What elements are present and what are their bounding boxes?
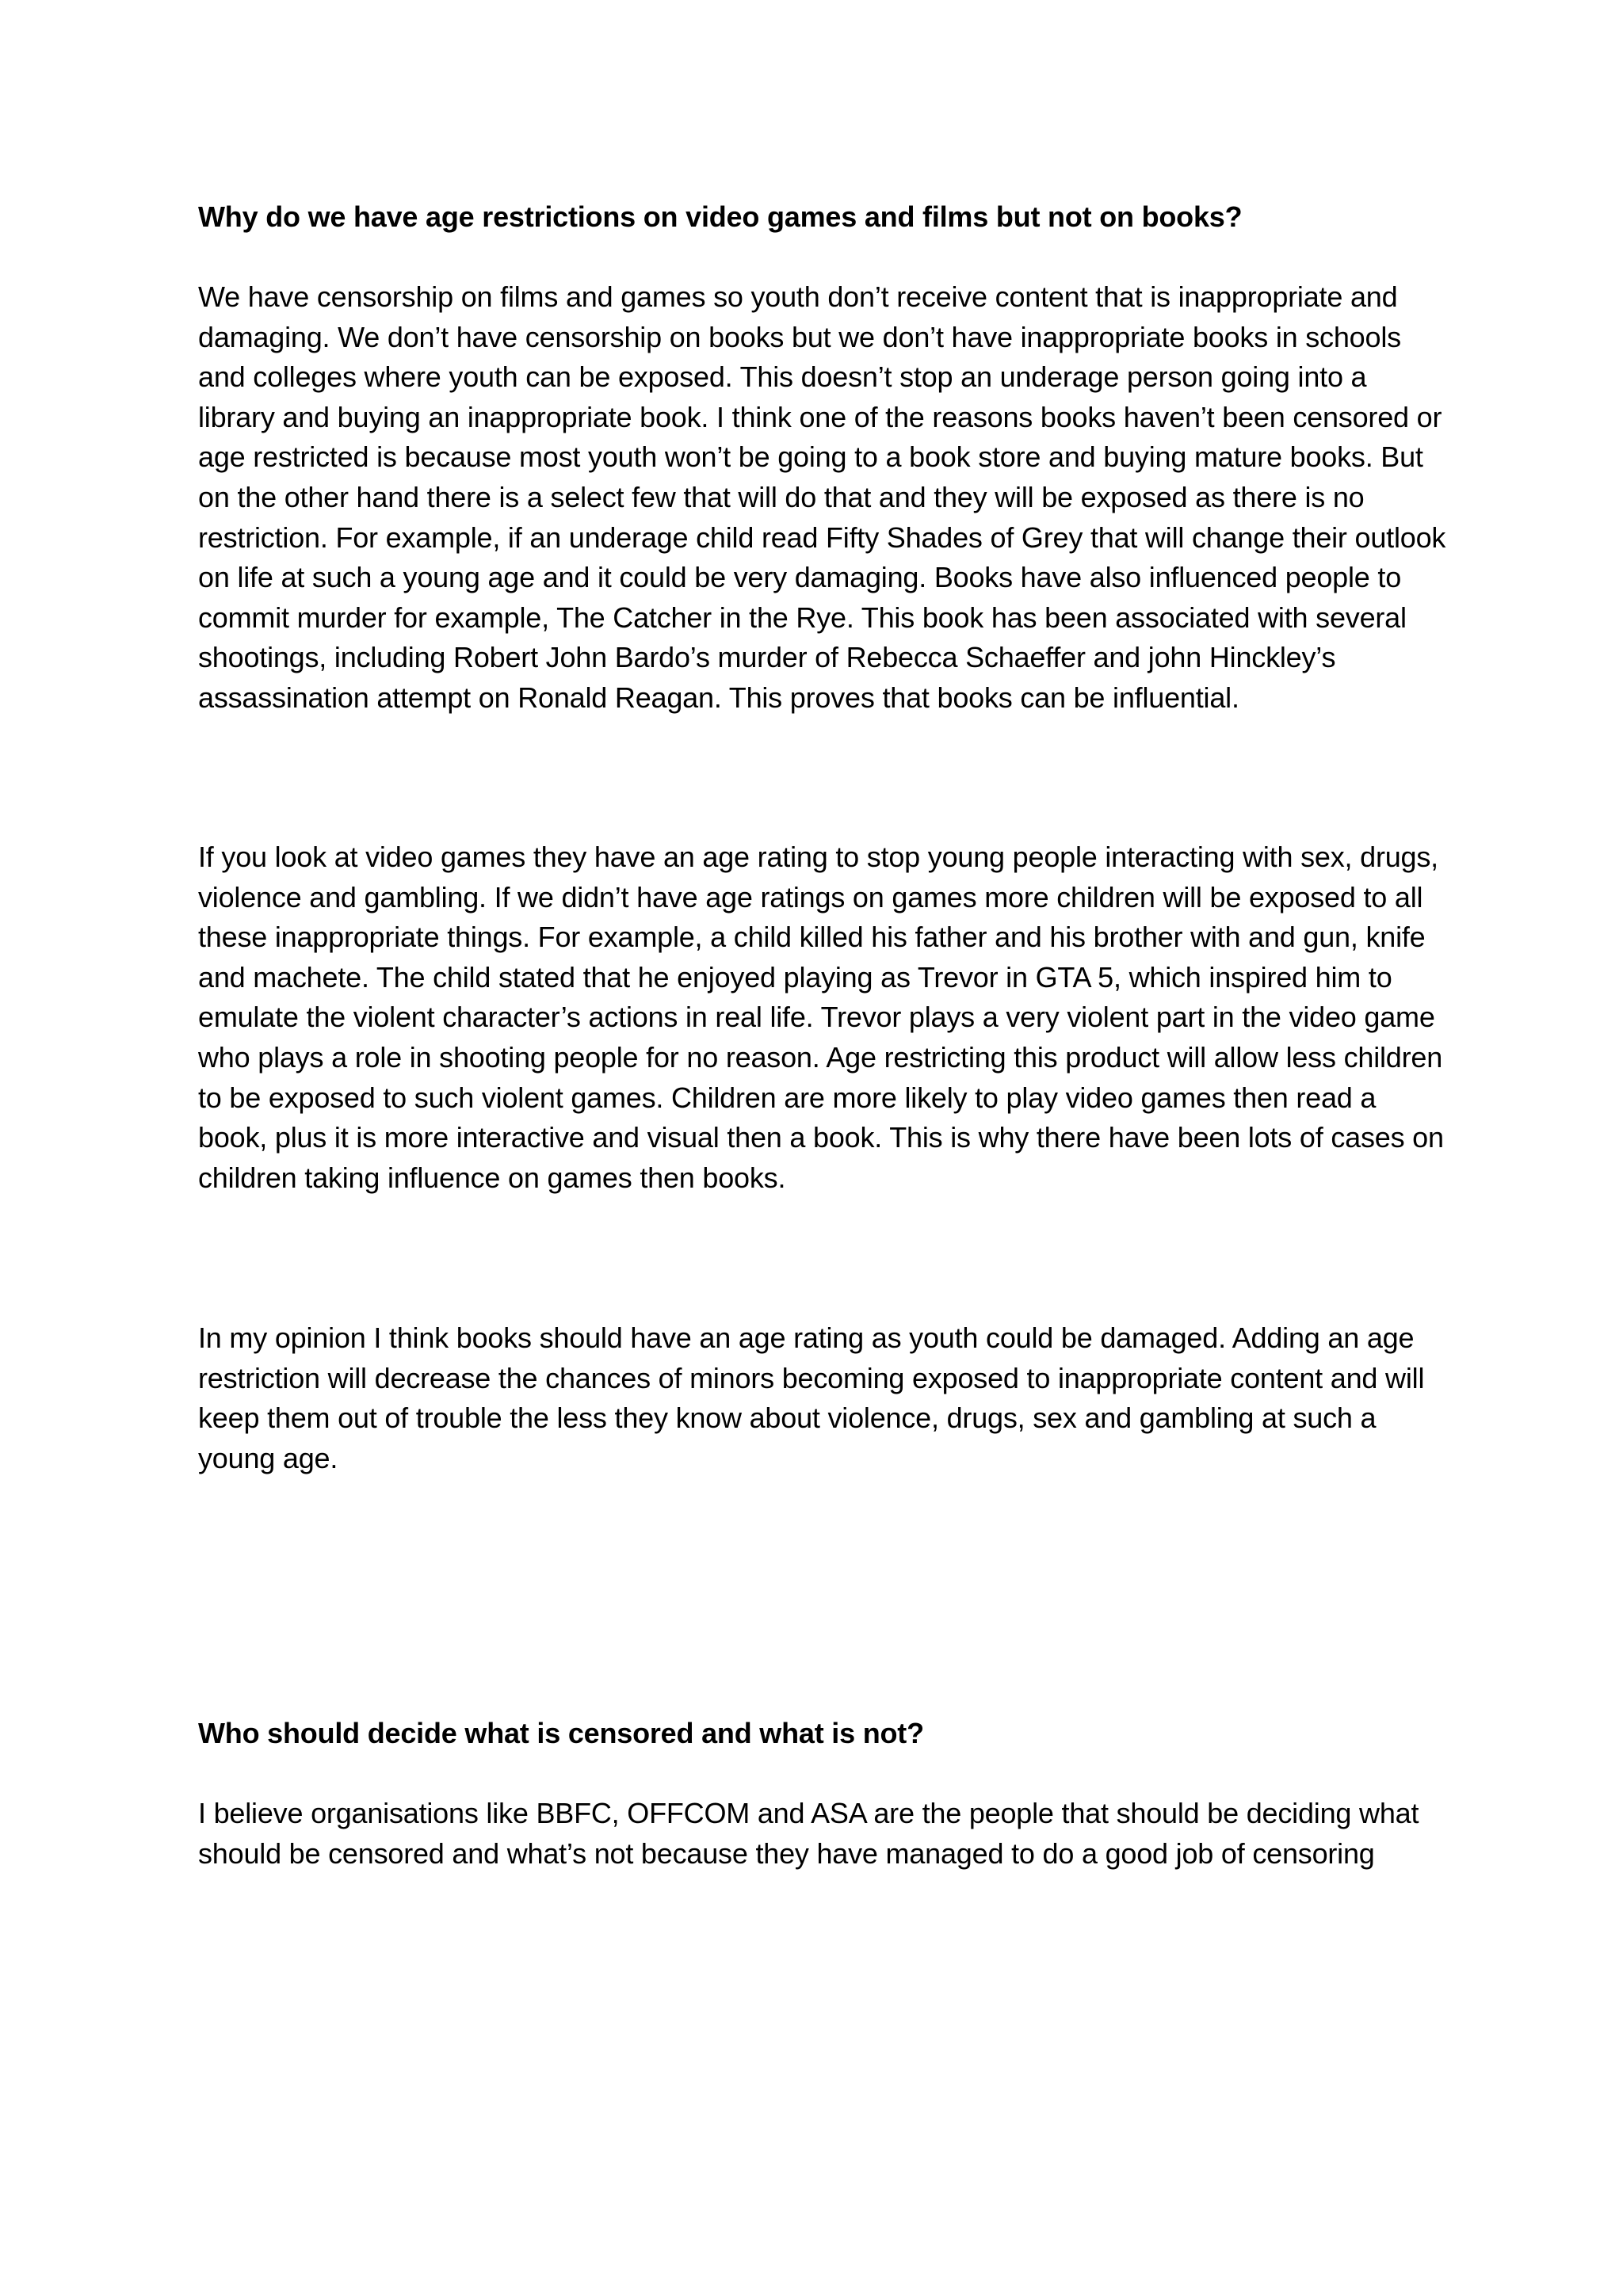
paragraph-organisations: I believe organisations like BBFC, OFFCOM and ASA are the people that should be deciding what should be censored and what’s not because they have managed to do a good job of censoring [198, 1797, 1419, 1870]
heading-age-restrictions: Why do we have age restrictions on video games and films but not on books? [198, 200, 1243, 233]
paragraph-opinion: In my opinion I think books should have an age rating as youth could be damaged. Adding an age restriction will decrease the chances of minors becoming exposed to inappropriate content and will keep them out of trouble the less they know about violence, drugs, sex and gambling at such a young age. [198, 1322, 1425, 1474]
paragraph-books-censorship: We have censorship on films and games so youth don’t receive content that is inappropriate and damaging. We don’t have censorship on books but we don’t have inappropriate books in schools and colleges where youth can be exposed. This doesn’t stop an underage person going into a library and buying an inappropriate book. I think one of the reasons books haven’t been censored or age restricted is because most youth won’t be going to a book store and buying mature books. But on the other hand there is a select few that will do that and they will be exposed as there is no restriction. For example, if an underage child read Fifty Shades of Grey that will change their outlook on life at such a young age and it could be very damaging. Books have also influenced people to commit murder for example, The Catcher in the Rye. This book has been associated with several shootings, including Robert John Bardo’s murder of Rebecca Schaeffer and john Hinckley’s assassination attempt on Ronald Reagan. This proves that books can be influential. [198, 280, 1446, 714]
paragraph-video-games: If you look at video games they have an age rating to stop young people interacting with sex, drugs, violence and gambling. If we didn’t have age ratings on games more children will be exposed to all these inappropriate things. For example, a child killed his father and his brother with and gun, knife and machete. The child stated that he enjoyed playing as Trevor in GTA 5, which inspired him to emulate the violent character’s actions in real life. Trevor plays a very violent part in the video game who plays a role in shooting people for no reason. Age restricting this product will allow less children to be exposed to such violent games. Children are more likely to play video games then read a book, plus it is more interactive and visual then a book. This is why there have been lots of cases on children taking influence on games then books. [198, 841, 1444, 1194]
heading-who-decides: Who should decide what is censored and what is not? [198, 1717, 924, 1749]
